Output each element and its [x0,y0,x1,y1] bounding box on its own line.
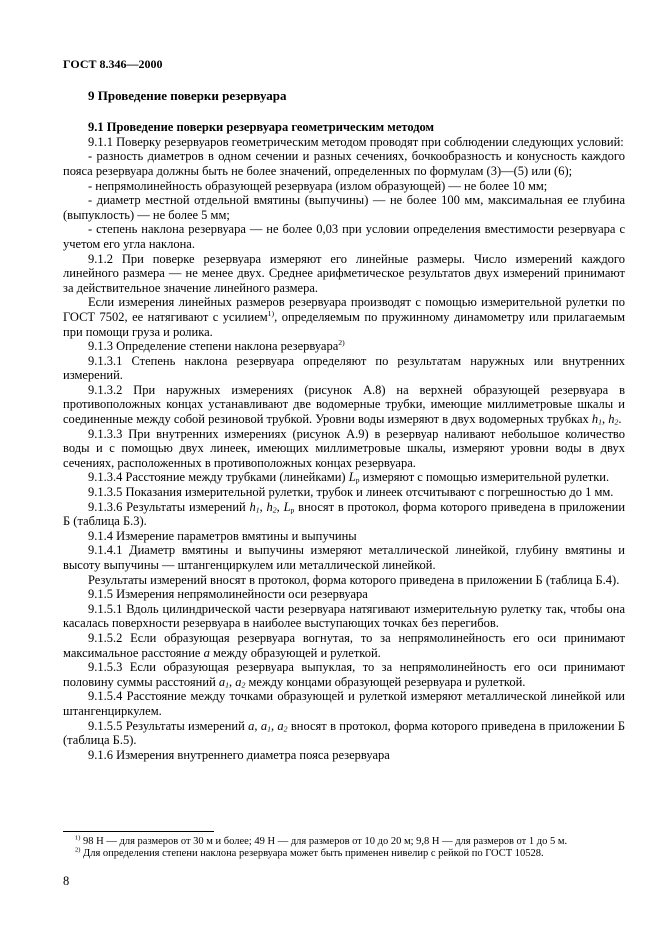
text-run: , [276,499,284,514]
paragraph-9-1-1: 9.1.1 Поверку резервуаров геометрическим методом проводят при соблюдении следующих условий: [88,134,624,149]
text-run: 2) [338,337,345,347]
footnotes-list [63,836,625,861]
footnote-1 [63,836,625,848]
text-run: , [270,718,278,733]
text-run: a [248,718,255,733]
text-run: 1 [225,680,230,690]
list-item-dent-diameter: - диаметр местной отдельной вмятины (выпучины) — не более 100 мм, максимальная ее глубина (выпуклость) — не более 5 мм; [63,193,625,222]
footnote-2 [63,848,625,860]
text-run: 98 Н — для размеров от 30 м и более; 49 Н — для размеров от 10 до 20 м; 9,8 Н — для размеров от 1 до 5 м. [80,836,568,847]
text-run: измеряют с помощью измерительной рулетки. [359,470,610,485]
text-run: 9.1.5.2 Если образующая резервуара вогнутая, то за непрямолинейность его оси принимают максимальное расстояние [63,630,625,660]
paragraph-9-1-3-4 [63,470,625,485]
list-item-straightness: - непрямолинейность образующей резервуара (излом образующей) — не более 10 мм; [88,178,548,193]
text-run: 9.1.3.4 Расстояние между трубками (линейками) [88,470,349,485]
text-run: , [602,412,609,427]
text-run: h [249,499,256,514]
text-run: a [277,718,284,733]
section-9-1-heading: 9.1 Проведение поверки резервуара геометрическим методом [88,120,435,135]
paragraph-9-1-4-results: Результаты измерений вносят в протокол, форма которого приведена в приложении Б (таблица Б.4). [88,572,620,587]
text-run: 1) [267,308,275,318]
standard-reference: ГОСТ 8.346—2000 [63,57,163,71]
paragraph-9-1-5-2 [63,631,625,660]
paragraph-9-1-5-5 [63,719,625,748]
text-run: между концами образующей резервуара и рулеткой. [245,674,526,689]
text-run: , [254,718,261,733]
paragraph-9-1-5-4: 9.1.5.4 Расстояние между точками образующей и рулеткой измеряют металлической линейкой или штангенциркулем. [63,689,625,718]
text-run: между образующей и рулеткой. [209,645,381,660]
section-9-heading: 9 Проведение поверки резервуара [88,87,287,103]
text-run: a [260,718,268,733]
paragraph-9-1-3-6 [63,500,625,529]
text-run: h [266,499,273,514]
paragraph-9-1-6: 9.1.6 Измерения внутреннего диаметра пояса резервуара [88,747,390,762]
text-run: 1 [598,417,603,427]
text-run: вносят в протокол, форма которого приведена в приложении Б (таблица Б.3). [63,499,626,529]
text-run: , [259,499,267,514]
text-run: , определяемым по пружинному динамометру или прилагаемым при помощи груза и ролика. [63,309,625,339]
footnotes-section [63,831,625,861]
text-run: a [235,674,242,689]
paragraph-9-1-4: 9.1.4 Измерение параметров вмятины и выпучины [88,528,357,543]
paragraph-9-1-2: 9.1.2 При поверке резервуара измеряют его линейные размеры. Число измерений каждого линейного размера — не менее двух. Среднее арифметическое результатов двух измерений принимают за действительное значение линейного размера. [63,251,625,295]
text-run: 1 [267,723,271,733]
text-run: L [283,499,291,514]
list-item-tilt-degree: - степень наклона резервуара — не более 0,03 при условии определения вместимости резервуара с учетом его угла наклона. [63,222,625,251]
text-run: 9.1.3.6 Результаты измерений [88,499,250,514]
text-run: вносят в протокол, форма которого приведена в приложении Б (таблица Б.5). [63,718,626,748]
text-run: 9.1.5.3 Если образующая резервуара выпуклая, то за непрямолинейность его оси принимают половину суммы расстояний [63,660,625,689]
text-run: 1 [255,505,260,515]
text-run: a [218,674,226,689]
paragraph-9-1-3-5: 9.1.3.5 Показания измерительной рулетки, трубок и линеек отсчитывают с погрешностью до 1 мм. [88,485,614,500]
paragraph-9-1-3-1: 9.1.3.1 Степень наклона резервуара определяют по результатам наружных или внутренних измерений. [63,353,625,383]
paragraph-9-1-5-1: 9.1.5.1 Вдоль цилиндрической части резервуара натягивают измерительную рулетку так, чтобы она касалась поверхности резервуара в наиболее выступающих точках без перегибов. [63,601,625,631]
text-run: 2 [241,680,246,690]
paragraph-9-1-2-note [63,295,625,339]
text-run: , [229,674,236,689]
paragraph-9-1-3 [63,339,625,354]
list-item-diameter-difference: - разность диаметров в одном сечении и разных сечениях, бочкообразность и конусность каждого пояса резервуара должны быть не более значений, определенных по формулам (3)—(5) или (6); [63,149,625,178]
text-run: 9.1.5.5 Результаты измерений [88,718,249,733]
paragraph-9-1-3-2 [63,383,625,427]
text-run: 2 [283,723,288,733]
text-run: . [618,412,622,427]
paragraph-9-1-4-1: 9.1.4.1 Диаметр вмятины и выпучины измеряют металлической линейкой, глубину вмятины и высоту выпучины — штангенциркулем или металлической линейкой. [63,543,625,572]
text-run: р [290,505,295,515]
text-run: h [608,412,615,427]
paragraph-9-1-5: 9.1.5 Измерения непрямолинейности оси резервуара [88,587,368,602]
text-run: 1) [75,834,81,842]
text-run: 2) [75,846,81,854]
text-run: 2 [614,417,619,427]
text-run: h [591,412,599,427]
text-run: Если измерения линейных размеров резервуара производят с помощью измерительной рулетки по ГОСТ 7502, ее натягивают с усилием [63,295,625,324]
footnote-separator [63,831,214,832]
text-run: a [203,645,210,660]
text-run: 2 [272,505,277,515]
paragraph-9-1-5-3 [63,660,625,689]
text-run: L [348,470,356,485]
page-number: 8 [63,874,70,888]
paragraph-9-1-3-3: 9.1.3.3 При внутренних измерениях (рисунок А.9) в резервуар наливают небольшое количество воды и с помощью двух линеек, имеющих миллиметровые шкалы, измеряют уровни воды в двух сечениях, расположенных в противоположных концах резервуара. [63,426,625,470]
text-run: р [355,475,360,485]
text-run: 9.1.3 Определение степени наклона резервуара [88,339,339,354]
text-run: 9.1.3.2 При наружных измерениях (рисунок А.8) на верхней образующей резервуара в противоположных концах устанавливают две водомерные трубки, имеющие миллиметровые шкалы и соединенные между собой резиновой трубкой. Уровни воды измеряют в двух водомерных трубках [63,382,625,427]
text-run: Для определения степени наклона резервуара может быть применен нивелир с рейкой по ГОСТ 10528. [80,848,544,860]
